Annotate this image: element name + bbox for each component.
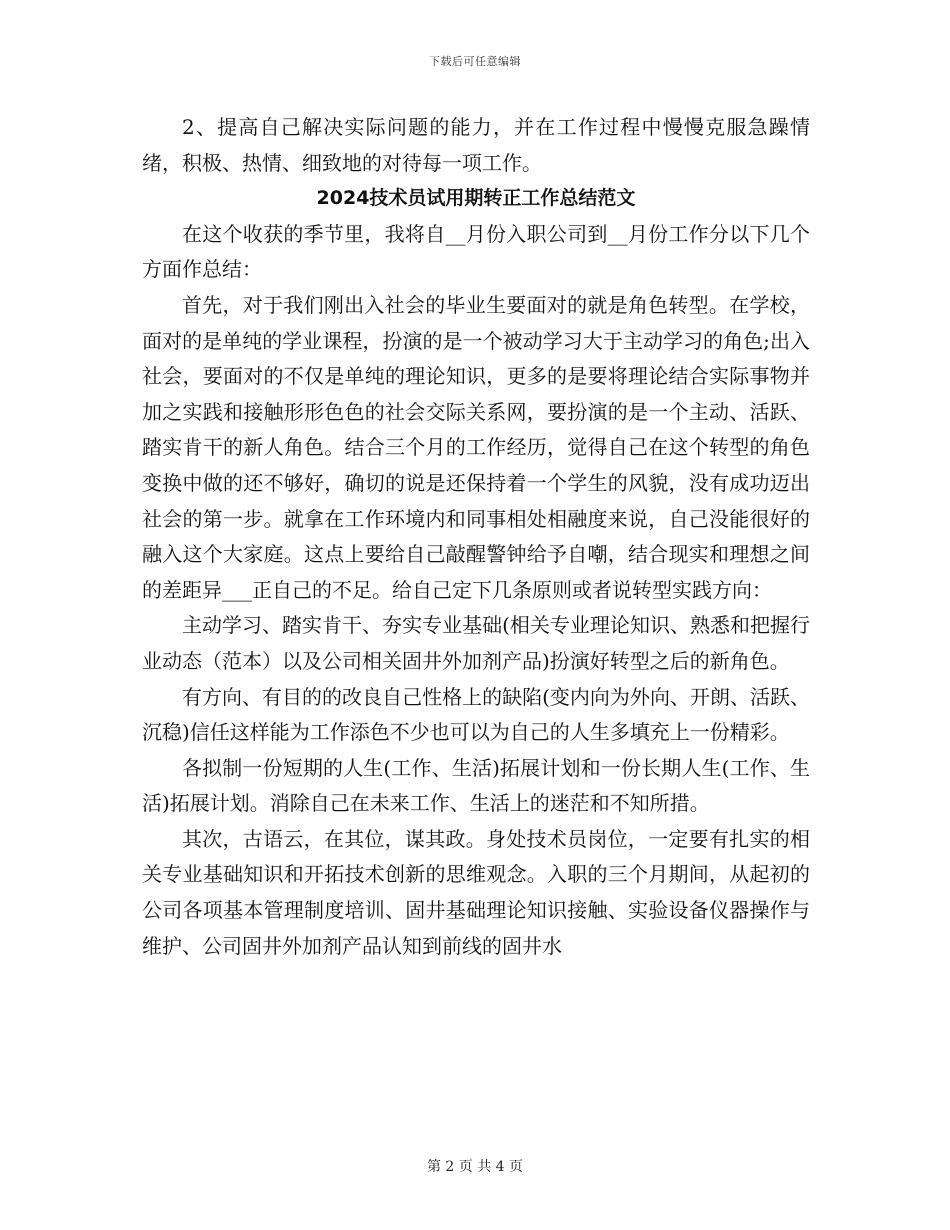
paragraph-1: 2、提高自己解决实际问题的能力，并在工作过程中慢慢克服急躁情绪，积极、热情、细致地的对待每一项工作。	[142, 115, 810, 175]
document-body	[142, 110, 810, 964]
paragraph-4: 主动学习、踏实肯干、夯实专业基础(相关专业理论知识、熟悉和把握行业动态（范本）以及公司相关固井外加剂产品)扮演好转型之后的新角色。	[142, 613, 810, 673]
paragraph-3: 首先，对于我们刚出入社会的毕业生要面对的就是角色转型。在学校，面对的是单纯的学业课程，扮演的是一个被动学习大于主动学习的角色;出入社会，要面对的不仅是单纯的理论知识，更多的是要将理论结合实际事物并加之实践和接触形形色色的社会交际关系网，要扮演的是一个主动、活跃、踏实肯干的新人角色。结合三个月的工作经历，觉得自己在这个转型的角色变换中做的还不够好，确切的说是还保持着一个学生的风貌，没有成功迈出社会的第一步。就拿在工作环境内和同事相处相融度来说，自己没能很好的融入这个大家庭。这点上要给自己敲醒警钟给予自嘲，结合现实和理想之间的差距异___正自己的不足。给自己定下几条原则或者说转型实践方向：	[142, 292, 810, 602]
paragraph-5: 有方向、有目的的改良自己性格上的缺陷(变内向为外向、开朗、活跃、沉稳)信任这样能为工作添色不少也可以为自己的人生多填充上一份精彩。	[142, 684, 810, 745]
document-title: 2024技术员试用期转正工作总结范文	[316, 187, 636, 210]
paragraph-2: 在这个收获的季节里，我将自__月份入职公司到__月份工作分以下几个方面作总结：	[142, 221, 810, 282]
paragraph-6: 各拟制一份短期的人生(工作、生活)拓展计划和一份长期人生(工作、生活)拓展计划。消除自己在未来工作、生活上的迷茫和不知所措。	[142, 755, 810, 816]
page-header: 下载后可任意编辑	[429, 55, 521, 68]
page-footer: 第 2 页 共 4 页	[426, 1159, 524, 1175]
paragraph-7: 其次，古语云，在其位，谋其政。身处技术员岗位，一定要有扎实的相关专业基础知识和开拓技术创新的思维观念。入职的三个月期间，从起初的公司各项基本管理制度培训、固井基础理论知识接触、实验设备仪器操作与维护、公司固井外加剂产品认知到前线的固井水	[142, 826, 810, 958]
